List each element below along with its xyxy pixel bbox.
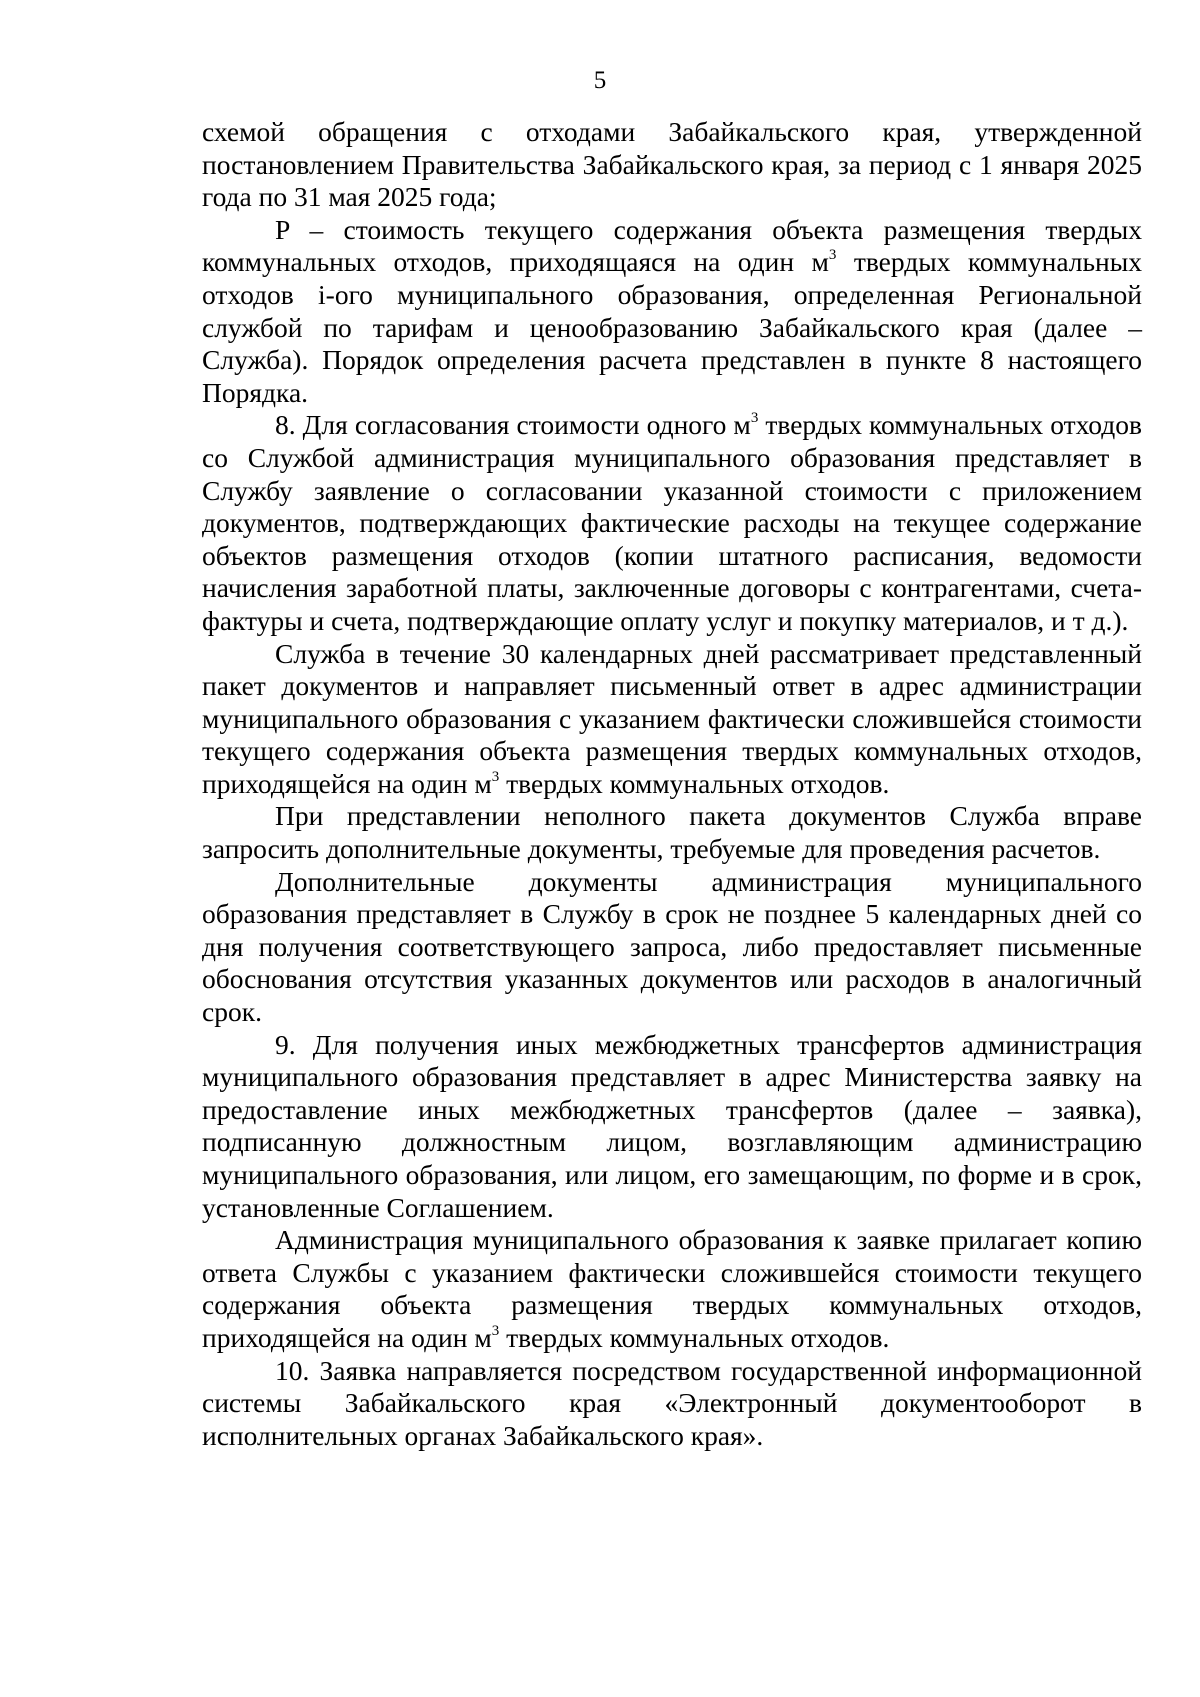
- paragraph-additional-documents: [202, 866, 1142, 1029]
- paragraph-text: 10. Заявка направляется посредством государственной информационной системы Забайкальского края «Электронный документооборот в исполнительных органах Забайкальского края».: [202, 1354, 1142, 1451]
- paragraph-scheme-continuation: [202, 116, 1142, 214]
- superscript-3: 3: [750, 410, 759, 427]
- paragraph-text: схемой обращения с отходами Забайкальского края, утвержденной постановлением Правительства Забайкальского края, за период с 1 января 2025 года по 31 мая 2025 года;: [202, 116, 1142, 213]
- superscript-3: 3: [491, 768, 500, 785]
- paragraph-text: При представлении неполного пакета документов Служба вправе запросить дополнительные документы, требуемые для проведения расчетов.: [202, 800, 1142, 865]
- paragraph-text: твердых коммунальных отходов.: [499, 767, 890, 799]
- paragraph-item-10: [202, 1355, 1142, 1453]
- paragraph-text: твердых коммунальных отходов i-ого муниципального образования, определенная Региональной службой по тарифам и ценообразованию Забайкальского края (далее – Служба). Порядок определения расчета представлен в пункте 8 настоящего Порядка.: [202, 246, 1142, 408]
- paragraph-text: Администрация муниципального образования к заявке прилагает копию ответа Службы с указанием фактически сложившейся стоимости текущего содержания объекта размещения твердых коммунальных отходов, приходящейся на один м: [202, 1224, 1142, 1353]
- paragraph-text: Дополнительные документы администрация муниципального образования представляет в Службу в срок не позднее 5 календарных дней со дня получения соответствующего запроса, либо предоставляет письменные обоснования отсутствия указанных документов или расходов в аналогичный срок.: [202, 865, 1142, 1028]
- page-number: 5: [593, 67, 607, 94]
- document-body: [202, 116, 1142, 1452]
- paragraph-item-9: [202, 1029, 1142, 1225]
- superscript-3: 3: [828, 247, 837, 264]
- paragraph-item-8: [202, 409, 1142, 637]
- paragraph-p-definition: [202, 214, 1142, 410]
- paragraph-text: твердых коммунальных отходов со Службой администрация муниципального образования представляет в Службу заявление о согласовании указанной стоимости с приложением документов, подтверждающих фактические расходы на текущее содержание объектов размещения отходов (копии штатного расписания, ведомости начисления заработной платы, заключенные договоры с контрагентами, счета-фактуры и счета, подтверждающие оплату услуг и покупку материалов, и т д.).: [202, 409, 1142, 636]
- paragraph-text: Служба в течение 30 календарных дней рассматривает представленный пакет документов и направляет письменный ответ в адрес администрации муниципального образования с указанием фактически сложившейся стоимости текущего содержания объекта размещения твердых коммунальных отходов, приходящейся на один м: [202, 637, 1142, 799]
- paragraph-text: 8. Для согласования стоимости одного м: [275, 409, 751, 441]
- paragraph-application-attachment: [202, 1224, 1142, 1354]
- paragraph-text: 9. Для получения иных межбюджетных трансфертов администрация муниципального образования представляет в адрес Министерства заявку на предоставление иных межбюджетных трансфертов (далее – заявка), подписанную должностным лицом, возглавляющим администрацию муниципального образования, или лицом, его замещающим, по форме и в срок, установленные Соглашением.: [202, 1028, 1142, 1223]
- paragraph-text: P – стоимость текущего содержания объекта размещения твердых коммунальных отходов, приходящаяся на один м: [202, 213, 1142, 278]
- paragraph-service-review: [202, 638, 1142, 801]
- paragraph-incomplete-package: [202, 800, 1142, 865]
- paragraph-text: твердых коммунальных отходов.: [499, 1321, 890, 1353]
- superscript-3: 3: [491, 1322, 500, 1339]
